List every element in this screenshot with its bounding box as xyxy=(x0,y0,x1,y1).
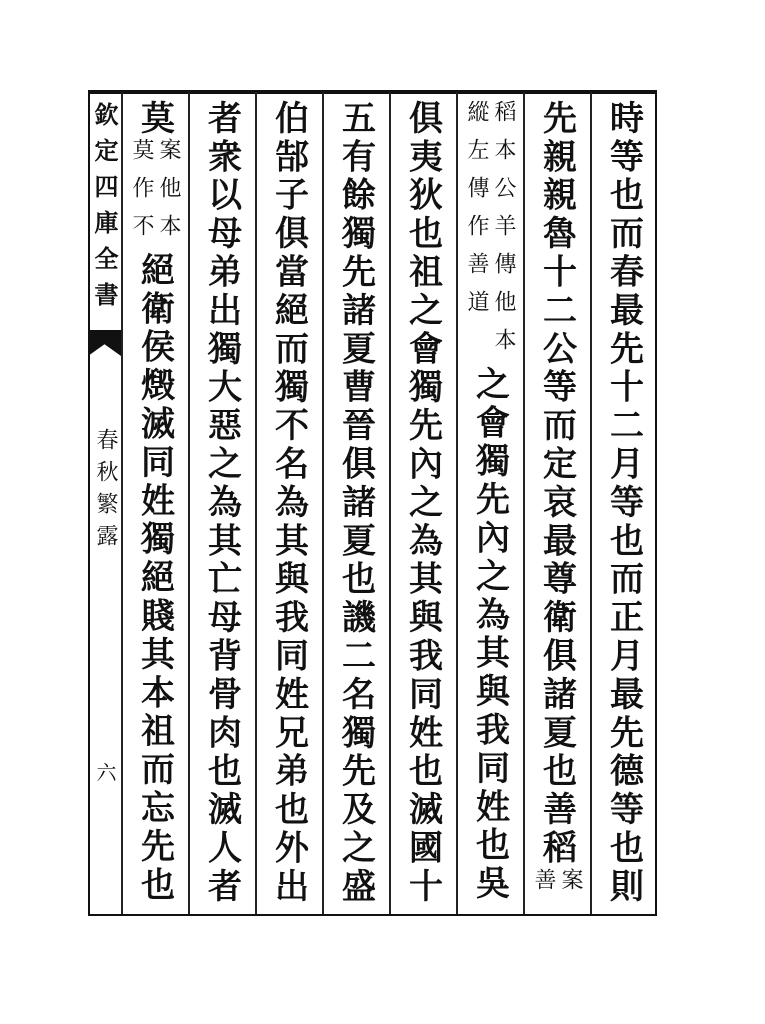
column-text: 伯郜子俱當絕而獨不名為其與我同姓兄弟也外出 xyxy=(268,100,309,907)
text-column-3 xyxy=(456,100,523,910)
column-text: 絕衛侯燬滅同姓獨絕賤其本祖而忘先也 xyxy=(134,252,175,906)
note-left-line: 莫作不 xyxy=(129,138,154,253)
column-text: 之會獨先內之為其與我同姓也吳 xyxy=(469,366,510,904)
text-column-2 xyxy=(523,100,590,910)
column-text: 時等也而春最先十二月等也而正月最先德等也則 xyxy=(603,100,644,907)
note-left-line: 縱左傳作善道 xyxy=(464,100,489,328)
interlinear-note xyxy=(532,868,581,906)
text-column-6 xyxy=(255,100,322,910)
margin-series-title: 欽定四庫全書 xyxy=(90,102,119,318)
note-left-line: 善 xyxy=(531,868,556,906)
text-column-1 xyxy=(590,100,657,910)
column-text: 五有餘獨先諸夏曹晉俱諸夏也譏二名獨先及之盛 xyxy=(335,100,376,907)
page-number: 六 xyxy=(93,762,117,782)
text-column-7 xyxy=(188,100,255,910)
interlinear-note xyxy=(130,138,179,252)
note-right-line: 案他本 xyxy=(156,138,181,253)
note-right-line: 案 xyxy=(558,868,583,906)
column-head-text: 莫 xyxy=(134,100,175,139)
interlinear-note xyxy=(465,100,514,366)
column-text: 俱夷狄也祖之會獨先內之為其與我同姓也滅國十 xyxy=(402,100,443,907)
note-right-line: 稻本公羊傳他本 xyxy=(491,100,516,366)
column-text: 先親親魯十二公等而定哀最尊衛俱諸夏也善稻 xyxy=(536,100,577,868)
margin-book-title: 春秋繁露 xyxy=(93,428,118,556)
text-column-4 xyxy=(389,100,456,910)
text-column-8 xyxy=(121,100,188,910)
column-text: 者衆以母弟出獨大惡之為其亡母背骨肉也滅人者 xyxy=(201,100,242,907)
text-column-5 xyxy=(322,100,389,910)
